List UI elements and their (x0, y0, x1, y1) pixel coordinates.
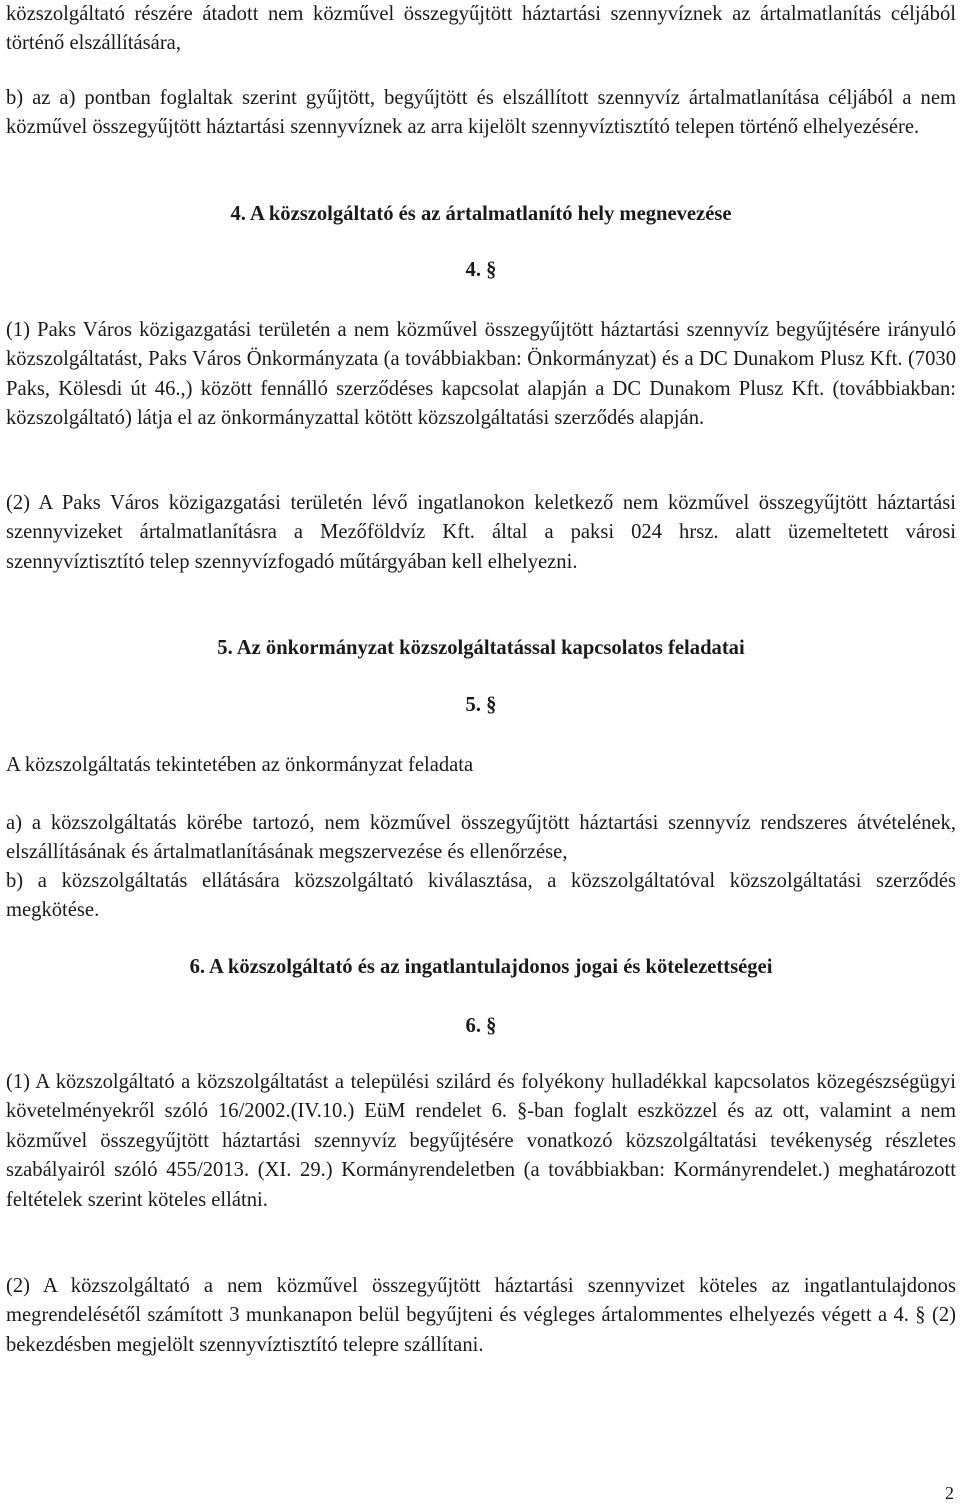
section-4-paragraph-1: (1) Paks Város közigazgatási területén a nem közművel összegyűjtött háztartási szennyvíz begyűjtésére irányuló közszolgáltatást, Paks Város Önkormányzata (a továbbiakban: Önkormányzat) és a DC Dunakom Plusz Kft. (7030 Paks, Kölesdi út 46.,) között fennálló szerződéses kapcsolat alapján a DC Dunakom Plusz Kft. (továbbiakban: közszolgáltató) látja el az önkormányzattal kötött közszolgáltatási szerződés alapján. (6, 319, 956, 430)
section-number-6: 6. § (465, 1015, 497, 1037)
section-heading-6: 6. A közszolgáltató és az ingatlantulajdonos jogai és kötelezettségei (189, 956, 773, 978)
section-number-5: 5. § (465, 694, 497, 716)
paragraph-b: b) az a) pontban foglaltak szerint gyűjtött, begyűjtött és elszállított szennyvíz ártalmatlanítása céljából a nem közművel összegyűjtött háztartási szennyvíznek az arra kijelölt szennyvíztisztító telepen történő elhelyezésére. (6, 87, 956, 139)
paragraph-a-continuation: közszolgáltató részére átadott nem közművel összegyűjtött háztartási szennyvíznek az ártalmatlanítás céljából történő elszállítására, (6, 3, 956, 55)
section-5-point-b: b) a közszolgáltatás ellátására közszolgáltató kiválasztása, a közszolgáltatóval közszolgáltatási szerződés megkötése. (6, 870, 956, 922)
section-number-4: 4. § (465, 259, 497, 281)
section-6-paragraph-1: (1) A közszolgáltató a közszolgáltatást a települési szilárd és folyékony hulladékkal kapcsolatos közegészségügyi követelményekről szóló 16/2002.(IV.10.) EüM rendelet 6. §-ban foglalt eszközzel és az ott, valamint a nem közművel összegyűjtött háztartási szennyvíz begyűjtésére vonatkozó közszolgáltatási tevékenység részletes szabályairól szóló 455/2013. (XI. 29.) Kormányrendeletben (a továbbiakban: Kormányrendelet.) meghatározott feltételek szerint köteles ellátni. (6, 1071, 956, 1211)
page-number: 2 (945, 1483, 954, 1503)
section-heading-4: 4. A közszolgáltató és az ártalmatlanító hely megnevezése (230, 203, 732, 225)
section-heading-5: 5. Az önkormányzat közszolgáltatással kapcsolatos feladatai (217, 637, 745, 659)
section-6-paragraph-2: (2) A közszolgáltató a nem közművel összegyűjtött háztartási szennyvizet köteles az ingatlantulajdonos megrendelésétől számított 3 munkanapon belül begyűjteni és végleges ártalommentes elhelyezés végett a 4. § (2) bekezdésben megjelölt szennyvíztisztító telepre szállítani. (6, 1275, 956, 1356)
section-4-paragraph-2: (2) A Paks Város közigazgatási területén lévő ingatlanokon keletkező nem közművel összegyűjtött háztartási szennyvizeket ártalmatlanításra a Mezőföldvíz Kft. által a paksi 024 hrsz. alatt üzemeltetett városi szennyvíztisztító telep szennyvízfogadó műtárgyában kell elhelyezni. (6, 492, 956, 573)
section-5-point-a: a) a közszolgáltatás körébe tartozó, nem közművel összegyűjtött háztartási szennyvíz rendszeres átvételének, elszállításának és ártalmatlanításának megszervezése és ellenőrzése, (6, 812, 956, 864)
section-5-intro: A közszolgáltatás tekintetében az önkormányzat feladata (6, 754, 474, 776)
